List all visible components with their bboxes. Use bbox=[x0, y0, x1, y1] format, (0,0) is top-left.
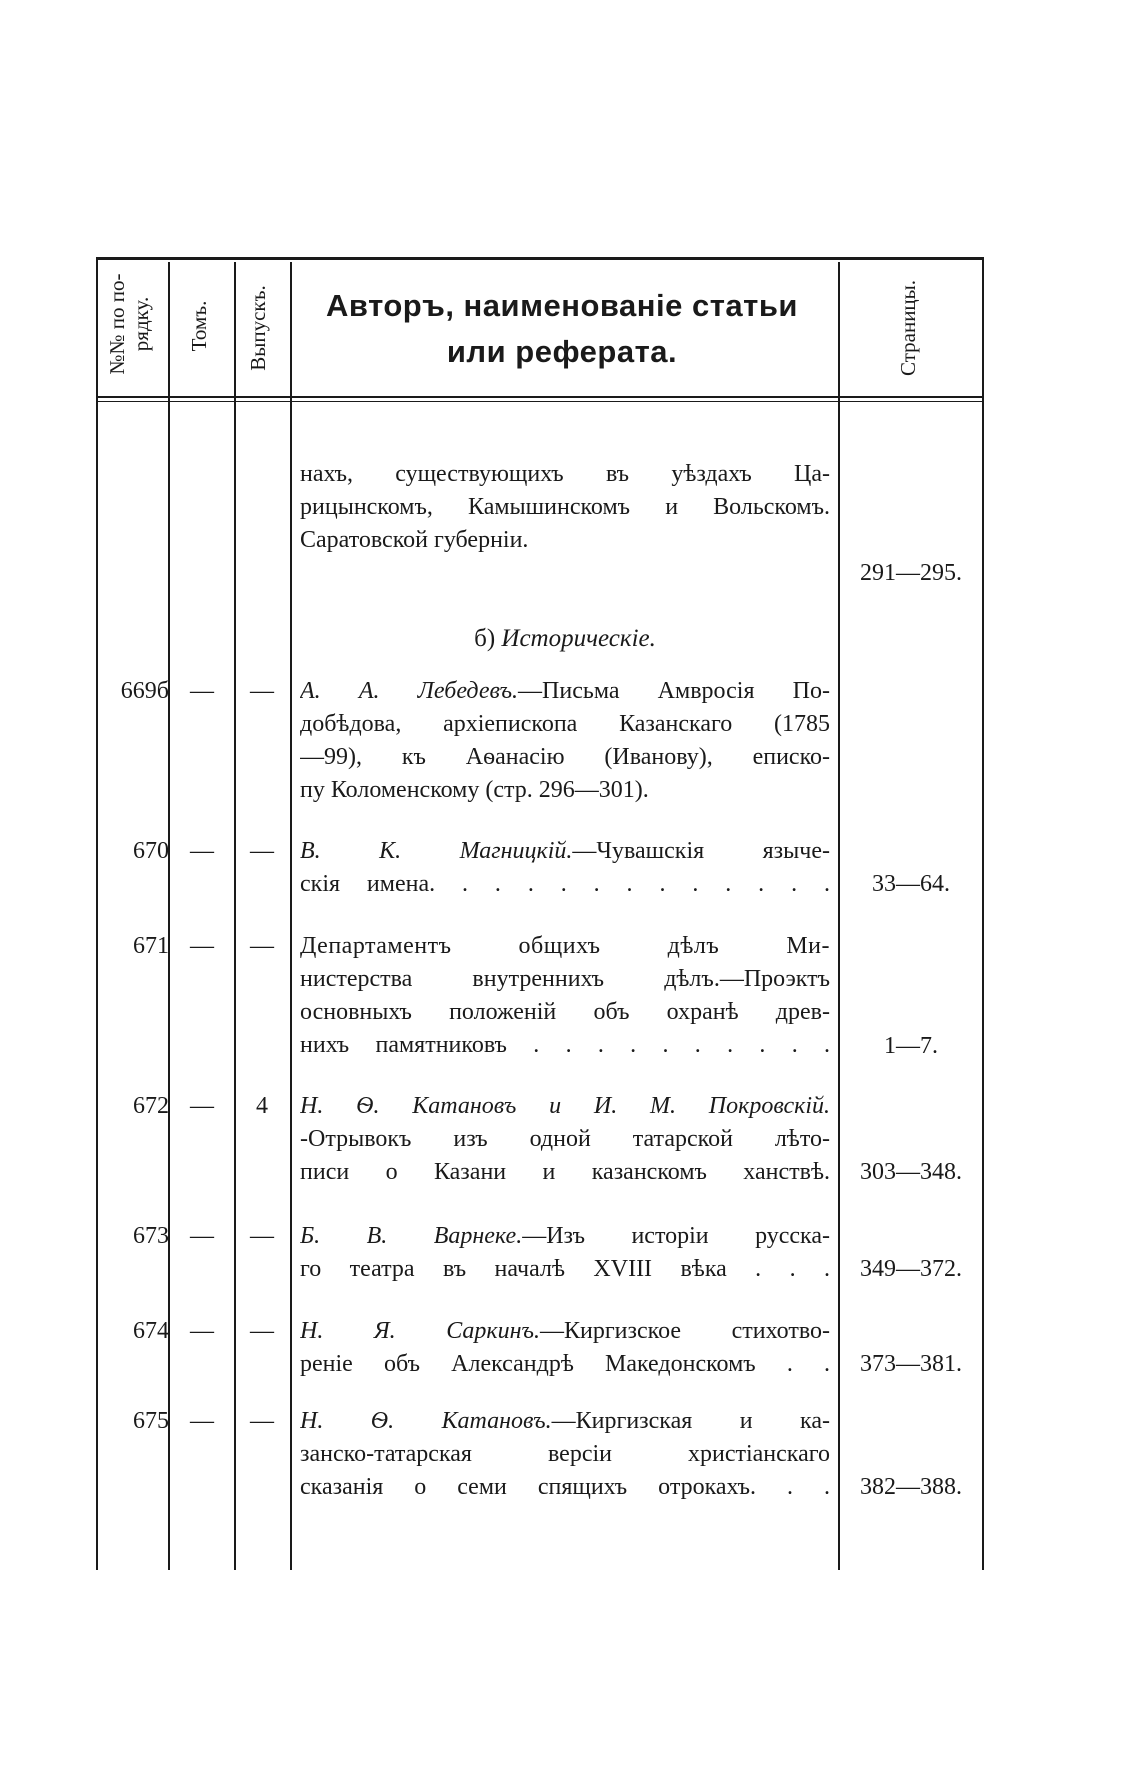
entry-pages: 382—388. bbox=[860, 1474, 962, 1500]
entry-vypusk: — bbox=[250, 933, 274, 959]
header-col-title: Авторъ, наименованіе статьи или реферата. bbox=[326, 288, 798, 369]
entry-number: 672 bbox=[133, 1093, 169, 1119]
text-line: пу Коломенскому (стр. 296—301). bbox=[300, 777, 649, 803]
entry-author: Н. Ѳ. Катановъ и И. М. Покровскій. bbox=[300, 1093, 830, 1119]
entry-tom: — bbox=[190, 1093, 214, 1119]
text-line: реніе объ Александрѣ Македонскомъ . . bbox=[300, 1351, 830, 1377]
entry-number: 670 bbox=[133, 838, 169, 864]
text-line: Н. Ѳ. Катановъ.—Киргизская и ка- bbox=[300, 1408, 830, 1434]
continuation-text bbox=[300, 458, 830, 557]
entry-pages: 303—348. bbox=[860, 1159, 962, 1185]
column-divider-vypusk bbox=[290, 262, 292, 1570]
text-line: Б. В. Варнеке.—Изъ исторіи русска- bbox=[300, 1223, 830, 1249]
section-heading-title: Историческіе. bbox=[501, 625, 656, 652]
text-line: нихъ памятниковъ . . . . . . . . . . bbox=[300, 1032, 830, 1058]
entry-text bbox=[300, 1090, 830, 1189]
text-line: основныхъ положеній объ охранѣ древ- bbox=[300, 999, 830, 1025]
entry-author: Н. Я. Саркинъ. bbox=[300, 1318, 540, 1344]
entry-vypusk: — bbox=[250, 1223, 274, 1249]
entry-tom: — bbox=[190, 1318, 214, 1344]
header-col-pages: Страницы. bbox=[896, 279, 920, 377]
table-header-rule-thin bbox=[96, 401, 984, 402]
entry-number: 669б bbox=[120, 678, 169, 704]
text-line: рицынскомъ, Камышинскомъ и Вольскомъ. bbox=[300, 494, 830, 520]
header-col-tom: Томъ. bbox=[187, 300, 211, 352]
entry-author: А. А. Лебедевъ. bbox=[300, 678, 519, 704]
entry-vypusk: — bbox=[250, 678, 274, 704]
text-line: скія имена. . . . . . . . . . . . . bbox=[300, 871, 830, 897]
text-line: занско-татарская версіи христіанскаго bbox=[300, 1441, 830, 1467]
text-line: нахъ, существующихъ въ уѣздахъ Ца- bbox=[300, 461, 830, 487]
entry-author: В. К. Магницкій. bbox=[300, 838, 573, 864]
column-divider-tom bbox=[234, 262, 236, 1570]
entry-pages: 1—7. bbox=[884, 1033, 938, 1059]
column-divider-right-edge bbox=[982, 257, 984, 1570]
text-line: Н. Я. Саркинъ.—Киргизское стихотво- bbox=[300, 1318, 830, 1344]
entry-pages: 373—381. bbox=[860, 1351, 962, 1377]
entry-number: 675 bbox=[133, 1408, 169, 1434]
entry-tom: — bbox=[190, 1408, 214, 1434]
section-heading-prefix: б) bbox=[474, 625, 496, 652]
entry-pages: 33—64. bbox=[872, 871, 950, 897]
column-divider-left-edge bbox=[96, 257, 98, 1570]
entry-tom: — bbox=[190, 678, 214, 704]
text-line: Департаментъ общихъ дѣлъ Ми- bbox=[300, 933, 830, 959]
entry-text bbox=[300, 675, 830, 807]
header-col-vypusk: Выпускъ. bbox=[246, 285, 270, 371]
text-line: писи о Казани и казанскомъ ханствѣ. bbox=[300, 1159, 830, 1185]
text-line: А. А. Лебедевъ.—Письма Амвросія По- bbox=[300, 678, 830, 704]
text-line bbox=[300, 1090, 830, 1123]
entry-text bbox=[300, 835, 830, 901]
entry-number: 671 bbox=[133, 933, 169, 959]
table-header-rule bbox=[96, 396, 984, 398]
entry-author: Н. Ѳ. Катановъ. bbox=[300, 1408, 552, 1434]
entry-pages: 349—372. bbox=[860, 1256, 962, 1282]
entry-vypusk: — bbox=[250, 838, 274, 864]
text-line: го театра въ началѣ XVIII вѣка . . . bbox=[300, 1256, 830, 1282]
entry-tom: — bbox=[190, 1223, 214, 1249]
text-line: нистерства внутреннихъ дѣлъ.—Проэктъ bbox=[300, 966, 830, 992]
entry-text bbox=[300, 1315, 830, 1381]
entry-text bbox=[300, 1220, 830, 1286]
text-line: —99), къ Аѳанасію (Иванову), еписко- bbox=[300, 744, 830, 770]
entry-vypusk: — bbox=[250, 1408, 274, 1434]
entry-text bbox=[300, 1405, 830, 1504]
entry-text bbox=[300, 930, 830, 1062]
table-top-rule bbox=[96, 257, 984, 260]
entry-author: Б. В. Варнеке. bbox=[300, 1223, 523, 1249]
entry-vypusk: — bbox=[250, 1318, 274, 1344]
text-line: добѣдова, архіепископа Казанскаго (1785 bbox=[300, 711, 830, 737]
text-line: В. К. Магницкій.—Чувашскія языче- bbox=[300, 838, 830, 864]
section-heading bbox=[300, 622, 830, 655]
continuation-pages: 291—295. bbox=[860, 560, 962, 586]
text-line: сказанія о семи спящихъ отрокахъ. . . bbox=[300, 1474, 830, 1500]
entry-tom: — bbox=[190, 838, 214, 864]
column-divider-number bbox=[168, 262, 170, 1570]
text-line: Саратовской губерніи. bbox=[300, 527, 529, 553]
header-col-number: №№ по по- рядку. bbox=[105, 273, 153, 375]
entry-number: 674 bbox=[133, 1318, 169, 1344]
text-line: -Отрывокъ изъ одной татарской лѣто- bbox=[300, 1126, 830, 1152]
entry-tom: — bbox=[190, 933, 214, 959]
entry-vypusk: 4 bbox=[256, 1093, 268, 1119]
entry-number: 673 bbox=[133, 1223, 169, 1249]
